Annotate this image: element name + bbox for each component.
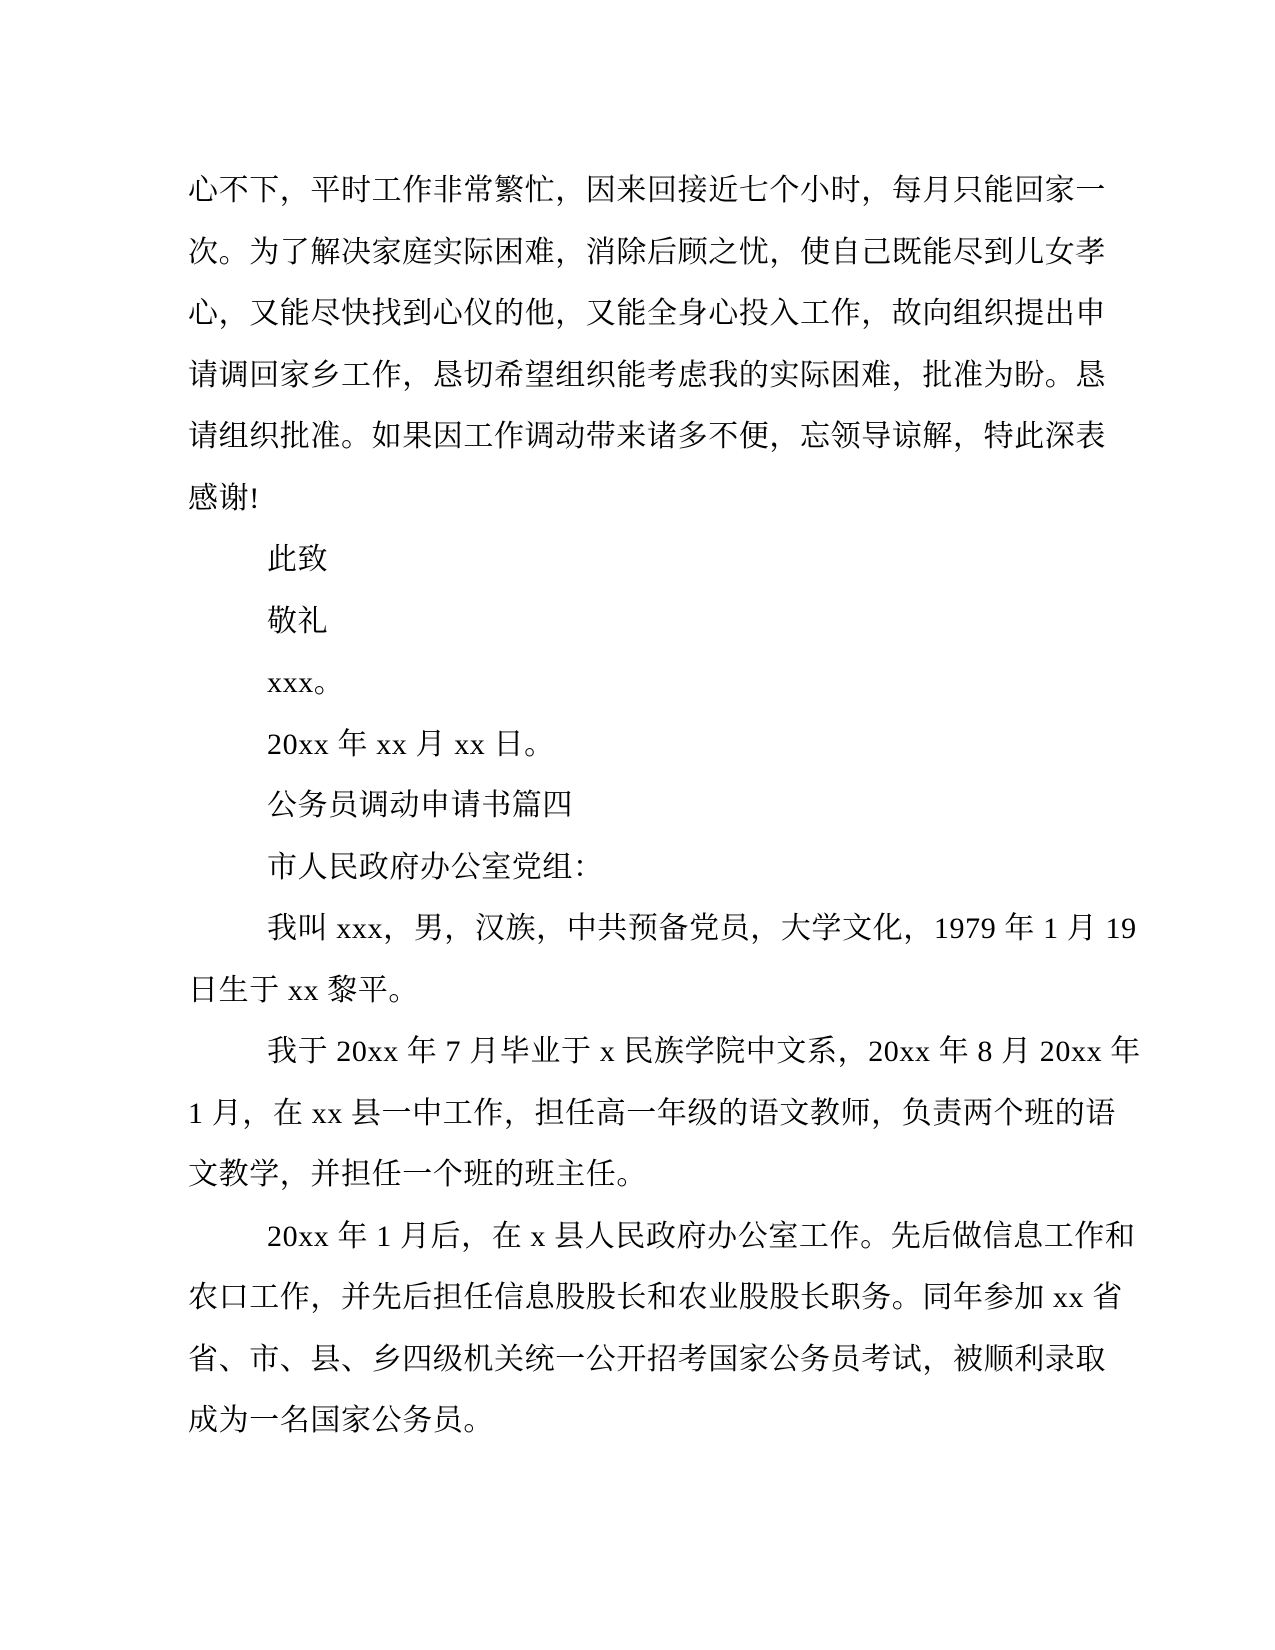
text-line: 感谢!	[188, 481, 260, 515]
text-line: 敬礼	[267, 604, 329, 638]
text-line: 省、市、县、乡四级机关统一公开招考国家公务员考试，被顺利录取	[188, 1342, 1106, 1376]
text-line: 请调回家乡工作，恳切希望组织能考虑我的实际困难，批准为盼。恳	[188, 358, 1106, 392]
text-line: 农口工作，并先后担任信息股股长和农业股股长职务。同年参加 xx 省	[188, 1281, 1123, 1314]
text-line: 我于 20xx 年 7 月毕业于 x 民族学院中文系，20xx 年 8 月 20xx 年	[267, 1035, 1141, 1068]
text-line: 我叫 xxx，男，汉族，中共预备党员，大学文化，1979 年 1 月 19	[267, 912, 1137, 945]
text-line: 成为一名国家公务员。	[188, 1404, 494, 1437]
text-line: xxx。	[267, 666, 345, 699]
text-line: 文教学，并担任一个班的班主任。	[188, 1158, 647, 1191]
text-line: 20xx 年 xx 月 xx 日。	[267, 727, 555, 761]
text-line: 日生于 xx 黎平。	[188, 973, 419, 1007]
text-line: 心，又能尽快找到心仪的他，又能全身心投入工作，故向组织提出申	[188, 297, 1106, 330]
text-line: 公务员调动申请书篇四	[267, 789, 573, 822]
text-line: 请组织批准。如果因工作调动带来诸多不便，忘领导谅解，特此深表	[188, 420, 1106, 453]
text-line: 心不下，平时工作非常繁忙，因来回接近七个小时，每月只能回家一	[188, 174, 1106, 207]
text-line: 1 月，在 xx 县一中工作，担任高一年级的语文教师，负责两个班的语	[188, 1096, 1116, 1130]
document-text	[188, 160, 1141, 1452]
text-line: 此致	[267, 543, 329, 576]
text-line: 市人民政府办公室党组：	[267, 850, 604, 884]
text-line: 20xx 年 1 月后，在 x 县人民政府办公室工作。先后做信息工作和	[267, 1219, 1136, 1253]
text-line: 次。为了解决家庭实际困难，消除后顾之忧，使自己既能尽到儿女孝	[188, 235, 1106, 269]
